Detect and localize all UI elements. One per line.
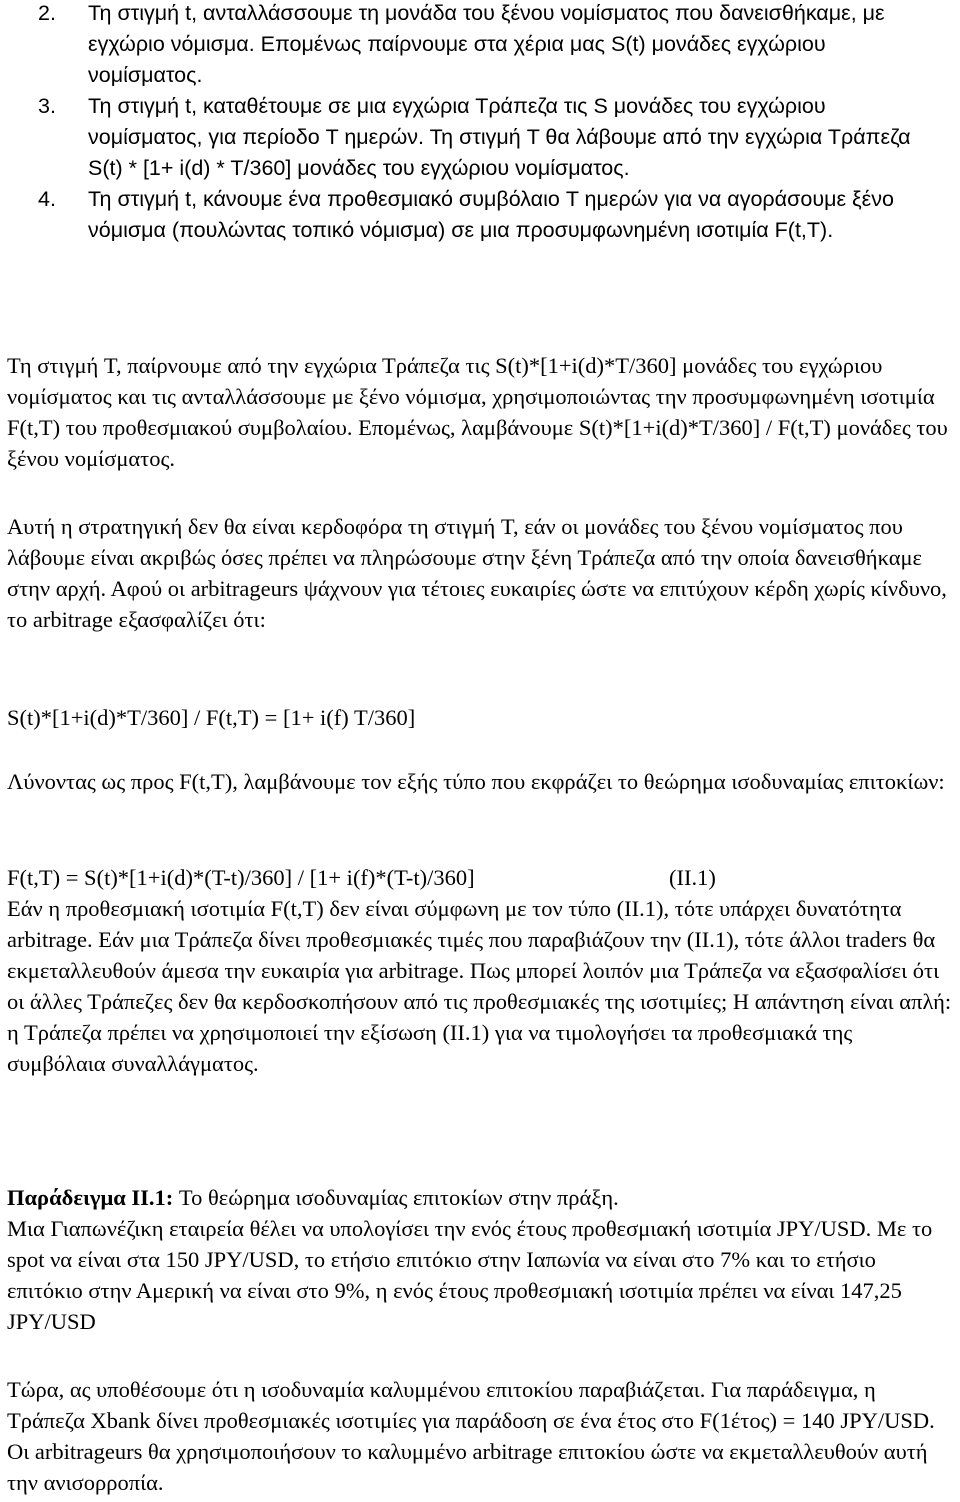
list-item: [0, 184, 938, 246]
paragraph-text: Αυτή η στρατηγική δεν θα είναι κερδοφόρα τη στιγμή T, εάν οι μονάδες του ξένου νομίσματος που λάβουμε είναι ακριβώς όσες πρέπει να πληρώσουμε στην ξένη Τράπεζα από την οποία δανεισθήκαμε στην αρχή. Αφού οι arbitrageurs ψάχνουν για τέτοιες ευκαιρίες ώστε να επιτύχουν κέρδη χωρίς κίνδυνο, το arbitrage εξασφαλίζει ότι:: [7, 514, 947, 632]
list-number: 3.: [38, 94, 56, 118]
list-number: 2.: [38, 1, 56, 25]
example-label: Παράδειγμα II.1:: [7, 1185, 174, 1210]
paragraph-violation: [7, 1374, 955, 1498]
paragraph-text: Τη στιγμή T, παίρνουμε από την εγχώρια Τράπεζα τις S(t)*[1+i(d)*T/360] μονάδες του εγχώριου νομίσματος και τις ανταλλάσσουμε με ξένο νόμισμα, χρησιμοποιώντας την προσυμφωνημένη ισοτιμία F(t,T) του προθεσμιακού συμβολαίου. Επομένως, λαμβάνουμε S(t)*[1+i(d)*T/360] / F(t,T) μονάδες του ξένου νομίσματος.: [7, 353, 948, 471]
equation-arbitrage: [7, 702, 955, 733]
example-title: Το θεώρημα ισοδυναμίας επιτοκίων στην πράξη.: [173, 1185, 619, 1210]
paragraph-text: Τώρα, ας υποθέσουμε ότι η ισοδυναμία καλυμμένου επιτοκίου παραβιάζεται. Για παράδειγμα, η Τράπεζα Xbank δίνει προθεσμιακές ισοτιμίες για παράδοση σε ένα έτος στο F(1έτος) = 140 JPY/USD. Οι arbitrageurs θα χρησιμοποιήσουν το καλυμμένο arbitrage επιτοκίου ώστε να εκμεταλλευθούν αυτή την ανισορροπία.: [7, 1377, 935, 1495]
equation-row: [7, 862, 955, 893]
list-item: [0, 91, 938, 184]
list-text: Τη στιγμή t, καταθέτουμε σε μια εγχώρια Τράπεζα τις S μονάδες του εγχώριου νομίσματος, για περίοδο T ημερών. Τη στιγμή T θα λάβουμε από την εγχώρια Τράπεζα S(t) * [1+ i(d) * T/360] μονάδες του εγχώριου νομίσματος.: [88, 94, 911, 180]
paragraph-solving: [7, 766, 955, 797]
numbered-list: [0, 0, 960, 246]
paragraph-transfer: [7, 350, 955, 474]
paragraph-text: Εάν η προθεσμιακή ισοτιμία F(t,T) δεν είναι σύμφωνη με τον τύπο (II.1), τότε υπάρχει δυνατότητα arbitrage. Εάν μια Τράπεζα δίνει προθεσμιακές τιμές που παραβιάζουν την (II.1), τότε άλλοι traders θα εκμεταλλευθούν άμεσα την ευκαιρία για arbitrage. Πως μπορεί λοιπόν μια Τράπεζα να εξασφαλίσει ότι οι άλλες Τράπεζες δεν θα κερδοσκοπήσουν από τις προθεσμιακές της ισοτιμίες; Η απάντηση είναι απλή: η Τράπεζα πρέπει να χρησιμοποιεί την εξίσωση (II.1) για να τιμολογήσει τα προθεσμιακά της συμβόλαια συναλλάγματος.: [7, 896, 952, 1076]
list-item: [0, 0, 938, 91]
equation-block: [7, 862, 955, 1079]
list-text: Τη στιγμή t, ανταλλάσσουμε τη μονάδα του ξένου νομίσματος που δανεισθήκαμε, με εγχώριο νόμισμα. Επομένως παίρνουμε στα χέρια μας S(t) μονάδες εγχώριου νομίσματος.: [88, 1, 885, 87]
paragraph-strategy: [7, 511, 955, 635]
example-heading: [7, 1182, 955, 1213]
equation-tag: (II.1): [669, 865, 716, 890]
example-section: [7, 1182, 955, 1337]
equation-text: S(t)*[1+i(d)*T/360] / F(t,T) = [1+ i(f) T/360]: [7, 705, 416, 730]
paragraph-text: Μια Γιαπωνέζικη εταιρεία θέλει να υπολογίσει την ενός έτους προθεσμιακή ισοτιμία JPY/USD. Με το spot να είναι στα 150 JPY/USD, το ετήσιο επιτόκιο στην Ιαπωνία να είναι στο 7% και το ετήσιο επιτόκιο στην Αμερική να είναι στο 9%, η ενός έτους προθεσμιακή ισοτιμία πρέπει να είναι 147,25 JPY/USD: [7, 1216, 933, 1334]
list-number: 4.: [38, 187, 56, 211]
list-text: Τη στιγμή t, κάνουμε ένα προθεσμιακό συμβόλαιο T ημερών για να αγοράσουμε ξένο νόμισμα (πουλώντας τοπικό νόμισμα) σε μια προσυμφωνημένη ισοτιμία F(t,T).: [88, 187, 894, 242]
paragraph-text: Λύνοντας ως προς F(t,T), λαμβάνουμε τον εξής τύπο που εκφράζει το θεώρημα ισοδυναμίας επιτοκίων:: [7, 769, 945, 794]
equation-text: F(t,T) = S(t)*[1+i(d)*(T-t)/360] / [1+ i(f)*(T-t)/360]: [7, 865, 475, 890]
